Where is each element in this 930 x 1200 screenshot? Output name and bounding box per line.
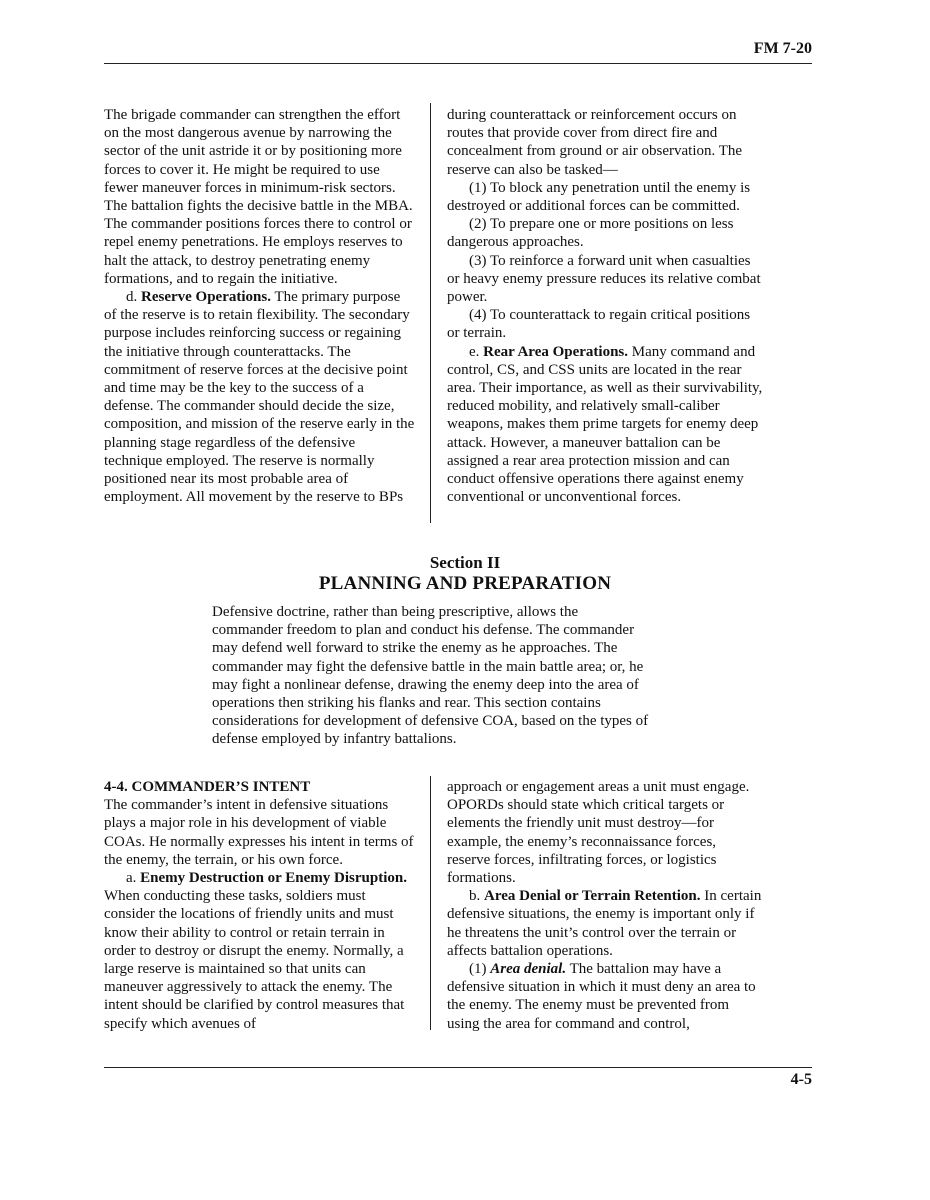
footer-rule (104, 1067, 812, 1068)
section-intro (212, 603, 652, 749)
paragraph: The brigade commander can strengthen the effort on the most dangerous avenue by narrowing the sector of the unit astride it or by positioning more forces to cover it. He might be required to use fewer maneuver forces in minimum-risk sectors. The battalion fights the decisive battle in the MBA. The commander positions forces there to control or repel enemy penetrations. He employs reserves to halt the attack, to destroy penetrating enemy formations, and to regain the initiative. (104, 107, 413, 287)
heading-commanders-intent: 4-4. COMMANDER’S INTENT (104, 779, 311, 795)
upper-right-column (447, 106, 763, 506)
section-number: Section II (429, 553, 501, 572)
subheading-area-denial: Area Denial or Terrain Retention. (484, 888, 701, 905)
page-number: 4-5 (790, 1071, 812, 1088)
subheading-rear-area-operations: Rear Area Operations. (483, 343, 629, 360)
paragraph-reserve-operations: d. Reserve Operations. The primary purpose of the reserve is to retain flexibility. The secondary purpose includes reinforcing success or regaining the initiative through counterattacks. The commitment of reserve forces at the decisive point and time may be the key to the success of a defense. The commander should decide the size, composition, and mission of the reserve early in the planning stage regardless of the defensive technique employed. The reserve is normally positioned near its most probable area of employment. All movement by the reserve to BPs (104, 289, 415, 506)
lower-left-column (104, 778, 416, 1033)
subheading-enemy-destruction: Enemy Destruction or Enemy Disruption. (140, 870, 407, 887)
section-title (0, 553, 930, 595)
paragraph: during counterattack or reinforcement occurs on routes that provide cover from direct fire and concealment from ground or air observation. The reserve can also be tasked— (447, 107, 743, 178)
list-item: (4) To counterattack to regain critical positions or terrain. (447, 307, 751, 342)
subheading-reserve-operations: Reserve Operations. (141, 289, 271, 306)
column-divider (430, 776, 431, 1030)
list-item: (1) To block any penetration until the enemy is destroyed or additional forces can be committed. (447, 179, 751, 215)
upper-left-column (104, 106, 416, 506)
paragraph-area-denial-1: (1) Area denial. The battalion may have a defensive situation in which it must deny an area to the enemy. The enemy must be prevented from using the area for command and control, (447, 961, 756, 1032)
column-divider (430, 103, 431, 523)
paragraph-rear-area-operations: e. Rear Area Operations. Many command and control, CS, and CSS units are located in the rear area. Their importance, as well as their survivability, reduced mobility, and relatively small-caliber weapons, makes them prime targets for enemy deep attack. However, a maneuver battalion can be assigned a rear area protection mission and can conduct offensive operations there against enemy conventional or unconventional forces. (447, 343, 763, 506)
lower-right-column (447, 778, 763, 1033)
paragraph-enemy-destruction: a. Enemy Destruction or Enemy Disruption. When conducting these tasks, soldiers must consider the locations of friendly units and must know their ability to control or retain terrain in order to destroy or disrupt the enemy. Normally, a large reserve is maintained so that units can maneuver aggressively to attack the enemy. The intent should be clarified by control measures that specify which avenues of (104, 870, 407, 1032)
subheading-area-denial-item: Area denial. (490, 961, 567, 978)
paragraph: Defensive doctrine, rather than being prescriptive, allows the commander freedom to plan and conduct his defense. The commander may defend well forward to strike the enemy as he approaches. The commander may fight the defensive battle in the main battle area; or, he may fight a nonlinear defense, drawing the enemy deep into the area of operations then striking his flanks and rear. This section contains considerations for development of defensive COA, based on the types of defense employed by infantry battalions. (212, 604, 649, 748)
header-doc-id: FM 7-20 (753, 40, 812, 57)
paragraph-area-denial: b. Area Denial or Terrain Retention. In certain defensive situations, the enemy is important only if he threatens the unit’s control over the terrain or affects battalion operations. (447, 888, 762, 959)
paragraph: The commander’s intent in defensive situations plays a major role in his development of viable COAs. He normally expresses his intent in terms of the enemy, the terrain, or his own force. (104, 797, 414, 868)
section-heading: PLANNING AND PREPARATION (318, 573, 612, 594)
list-item: (3) To reinforce a forward unit when casualties or heavy enemy pressure reduces its relative combat power. (447, 252, 761, 306)
paragraph: approach or engagement areas a unit must engage. OPORDs should state which critical targets or elements the friendly unit must destroy—for example, the enemy’s reconnaissance forces, reserve forces, infiltrating forces, or logistics formations. (447, 779, 750, 887)
list-item: (2) To prepare one or more positions on less dangerous approaches. (447, 216, 734, 251)
header-rule (104, 63, 812, 64)
